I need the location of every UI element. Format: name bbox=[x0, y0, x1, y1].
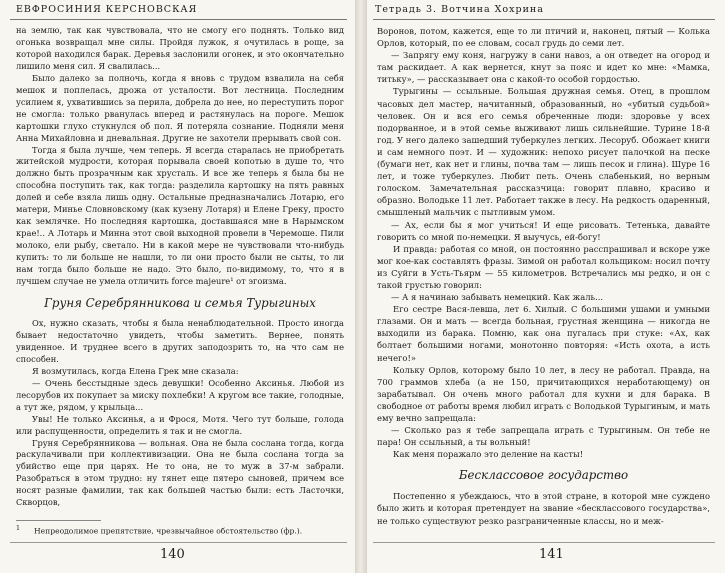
paragraph: на землю, так как чувствовала, что не смогу его поднять. Только вид огонька возвращал мне силы. Пройдя лужок, я очутилась в роще, за которой находился барак. Деревья заслонили огонек, и это окончательно лишило меня сил. Я свалилась... bbox=[16, 25, 344, 71]
paragraph: Как меня поражало это деление на касты! bbox=[393, 449, 584, 460]
paragraph: Турыгины — ссыльные. Большая дружная семья. Отец, в прошлом часовых дел мастер, начитанный, образованный, но «убитый судьбой» человек. Он и вся его семья обреченные люди: здоровье у всех подорванное, и в этой семье выживают лишь сильнейшие. Турине 18-й год. У него далеко зашедший туберкулез легких. Лесоруб. Обожает книги и сам немного поэт. И — художник: непохо рисует палочкой на песке (бумаги нет, как нет и глины, почва там — лишь песок и глина). Шуре 16 лет, и тоже туберкулез. Любит петь. Очень слабенький, но верным голоском. Замечательная рассказчица: говорит плавно, красиво и образно. Володьке 11 лет. Работает также в лесу. На редкость одаренный, смышленый мальчик с пытливым умом. bbox=[377, 86, 710, 218]
paragraph: Тогда я была лучше, чем теперь. Я всегда старалась не приобретать житейской мудрости, которая порывала своей копотью в душе то, что должно быть прозрачным как хрусталь. И все же теперь я была бы не способна поступить так, как тогда: разделила картошку на пять равных долей и себе взяла лишь одну. Остальные предназначались Лотарю, его матери, Минье Словновскому (как кузену Лотаря) и Елене Греку, просто как землячке. Но последняя картошка, доставшаяся мне в Нарымском крае!.. А Лотарь и Минна этот свой выходной провели в Черемоше. Пили молоко, ели рыбу, светало. Ни в какой мере не чувствовали что-нибудь купить: то ли больше не нашли, то ли они просто были не сыты, то ли нам тогда было больше не надо. Это было, по-видимому, то, что я в лучшем случае не умела отличить force majeure¹ от эгоизма. bbox=[16, 144, 344, 287]
footnote-marker: 1 bbox=[16, 525, 21, 532]
section-heading: Бесклассовое государство bbox=[458, 468, 629, 483]
paragraph: Воронов, потом, кажется, еще то ли птичий и, наконец, пятый — Колька Орлов, который, по ее словам, сосал грудь до семи лет. bbox=[377, 26, 710, 49]
paragraph: — Запрягу ему коня, нагружу в сани навоз, а он отведет на огород и там раскидает. А как вернется, кнут за пояс и идет ко мне: «Мамка, титьку», — рассказывает она с какой-то особой гордостью. bbox=[377, 50, 710, 85]
footnote bbox=[16, 525, 344, 536]
footer-rule bbox=[10, 542, 347, 543]
left-page bbox=[0, 0, 355, 573]
paragraph: Увы! Не только Аксинья, а и Фрося, Мотя. Чего тут больше, голода или распущенности, определить я так и не смогла. bbox=[16, 413, 344, 436]
paragraph: Груня Серебрянникова — вольная. Она не была сослана тогда, когда раскулачивали при коллективизации. Она не была сослана тогда за убийство еще при царях. Не то она, не то муж в 37-м забрали. Разобраться в этом трудно: ну тянет еще пятеро сыновей, причем все носят разные фамилии, так как большей частью были: есть Ласточки, Скворцов, bbox=[16, 437, 344, 508]
footnote-text: Непреодолимое препятствие, чрезвычайное обстоятельство (фр.). bbox=[34, 526, 303, 536]
footnote-rule bbox=[16, 520, 101, 521]
book-gutter bbox=[355, 0, 367, 573]
running-head: Тетрадь 3. Вотчина Хохрина bbox=[375, 4, 544, 15]
footer-rule bbox=[373, 542, 715, 543]
paragraph: — Ах, если бы я мог учиться! И еще рисовать. Тетенька, давайте говорить со мной по-немецки. Я выучусь, ей-богу! bbox=[377, 219, 710, 242]
paragraph: Постепенно я убеждаюсь, что в этой стране, в которой мне суждено было жить и которая претендует на звание «бесклассового государства», не только существуют резко разграниченные классы, но и меж- bbox=[377, 491, 710, 526]
paragraph: — Очень бесстыдные здесь девушки! Особенно Аксинья. Любой из лесорубов их покупает за миску похлебки! А кругом все такие, голодные, а тут же, рядом, у крыльца... bbox=[16, 377, 344, 412]
paragraph: Было далеко за полночь, когда я вновь с трудом взвалила на себя мешок и поплелась, дрожа от усталости. Вот лестница. Последним усилием я, ухватившись за перила, добрела до нее, но переступить порог не смогла: только рванулась вперед и растянулась на пороге. Мешок картошки глухо стукнулся об пол. Я потеряла сознание. Подняли меня Анна Михайловна и дневальная. Другие не захотели прерывать свой сон. bbox=[16, 72, 344, 143]
paragraph: — Сколько раз я тебе запрещала играть с Турыгиным. Он тебе не пара! Он ссыльный, а ты вольный! bbox=[377, 425, 710, 448]
header-rule bbox=[373, 19, 715, 20]
paragraph: Его сестре Вася-левша, лет 6. Хилый. С большими ушами и умными глазами. Он и мать — всегда больная, грустная женщина — никогда не выходили из барака. Помню, как она пугалась при стуке: «Ах, как болтает большими ногами, монотонно повторяя: «Исть охота, а исть нечего!» bbox=[377, 304, 710, 363]
body-text bbox=[377, 25, 710, 527]
body-text bbox=[16, 25, 344, 509]
page-number: 141 bbox=[539, 547, 564, 562]
paragraph: Кольку Орлов, которому было 10 лет, в лесу не работал. Правда, на 700 граммов хлеба (а не 150, причитающихся неработающему) он зарабатывал. Он очень много работал для кухни и для барака. В свободное от работы время любил играть с Володькой Турыгиным, и мать ему вечно запрещала: bbox=[377, 364, 710, 423]
paragraph: — А я начинаю забывать немецкий. Как жаль... bbox=[391, 292, 604, 303]
running-head: ЕВФРОСИНИЯ КЕРСНОВСКАЯ bbox=[16, 4, 198, 15]
right-page bbox=[367, 0, 725, 573]
paragraph: Я возмутилась, когда Елена Грек мне сказала: bbox=[32, 365, 239, 376]
page-number: 140 bbox=[160, 547, 185, 562]
paragraph: Ох, нужно сказать, чтобы я была ненаблюдательной. Просто иногда бывает недостаточно увидеть, чтобы заметить. Вернее, понять увиденное. И труднее всего в других заподозрить то, на что сам не способен. bbox=[16, 317, 344, 364]
header-rule bbox=[10, 19, 347, 20]
section-heading: Груня Серебрянникова и семья Турыгиных bbox=[44, 295, 316, 310]
paragraph: И правда: работая со мной, он постоянно расспрашивал и вскоре уже мог кое-как составлять фразы. Зимой он работал кольщиком: носил почту из Суйги в Усть-Тьярм — 55 километров. Встречались мы редко, и он с такой грустью говорил: bbox=[377, 243, 710, 290]
